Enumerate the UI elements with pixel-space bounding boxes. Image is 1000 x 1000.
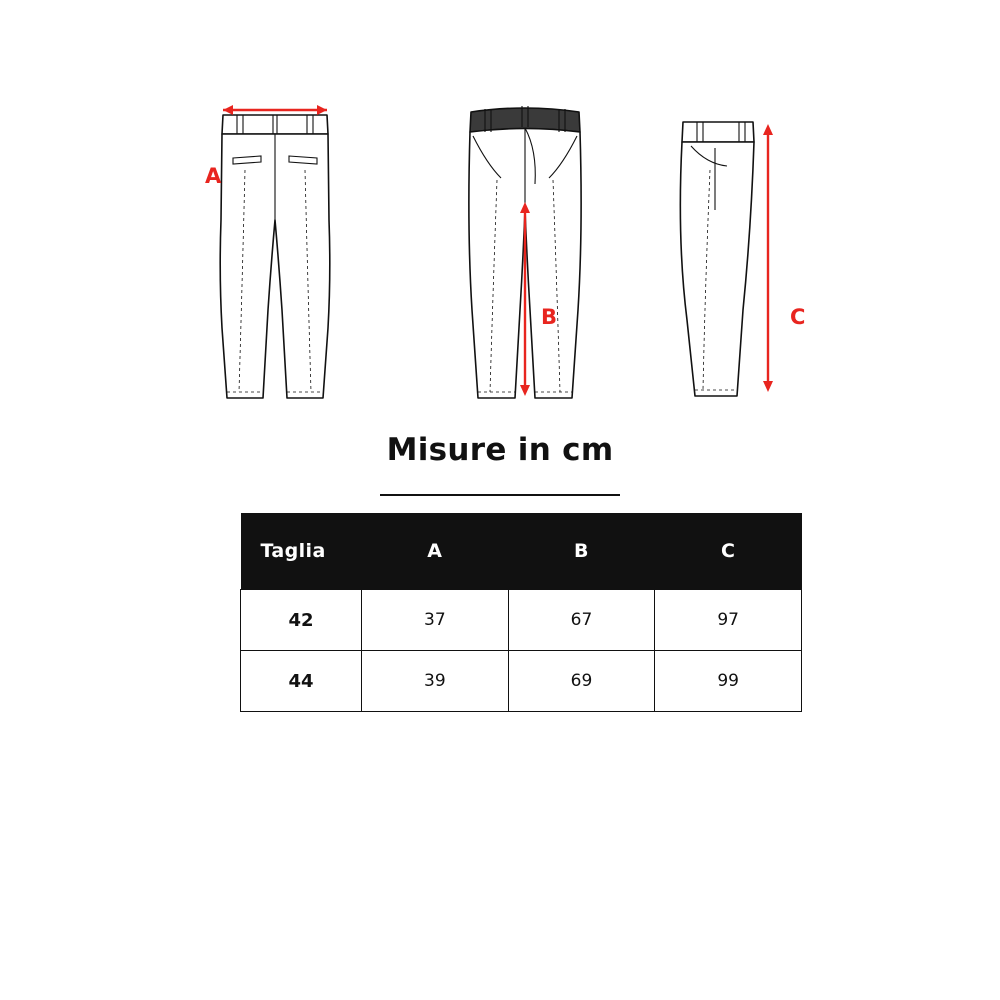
measure-label-b: B <box>541 305 558 329</box>
trousers-side-view <box>655 60 855 420</box>
title-divider <box>380 494 620 496</box>
header-a: A <box>362 513 509 590</box>
cell-c: 99 <box>655 651 802 712</box>
header-c: C <box>655 513 802 590</box>
trousers-front-view <box>425 60 625 420</box>
size-table <box>240 513 802 712</box>
illustration-group <box>0 60 1000 420</box>
cell-b: 69 <box>508 651 655 712</box>
size-table-head <box>241 513 802 590</box>
measure-label-a: A <box>205 164 222 188</box>
cell-size: 44 <box>241 651 362 712</box>
cell-a: 37 <box>362 590 509 651</box>
size-table-wrapper <box>240 513 802 712</box>
table-row <box>241 651 802 712</box>
cell-b: 67 <box>508 590 655 651</box>
size-table-body <box>241 590 802 712</box>
measure-label-c: C <box>790 305 806 329</box>
table-row <box>241 590 802 651</box>
cell-a: 39 <box>362 651 509 712</box>
trousers-back-view <box>175 60 375 420</box>
cell-size: 42 <box>241 590 362 651</box>
page-title: Misure in cm <box>386 432 614 468</box>
cell-c: 97 <box>655 590 802 651</box>
header-b: B <box>508 513 655 590</box>
header-size: Taglia <box>241 513 362 590</box>
table-header-row <box>241 513 802 590</box>
